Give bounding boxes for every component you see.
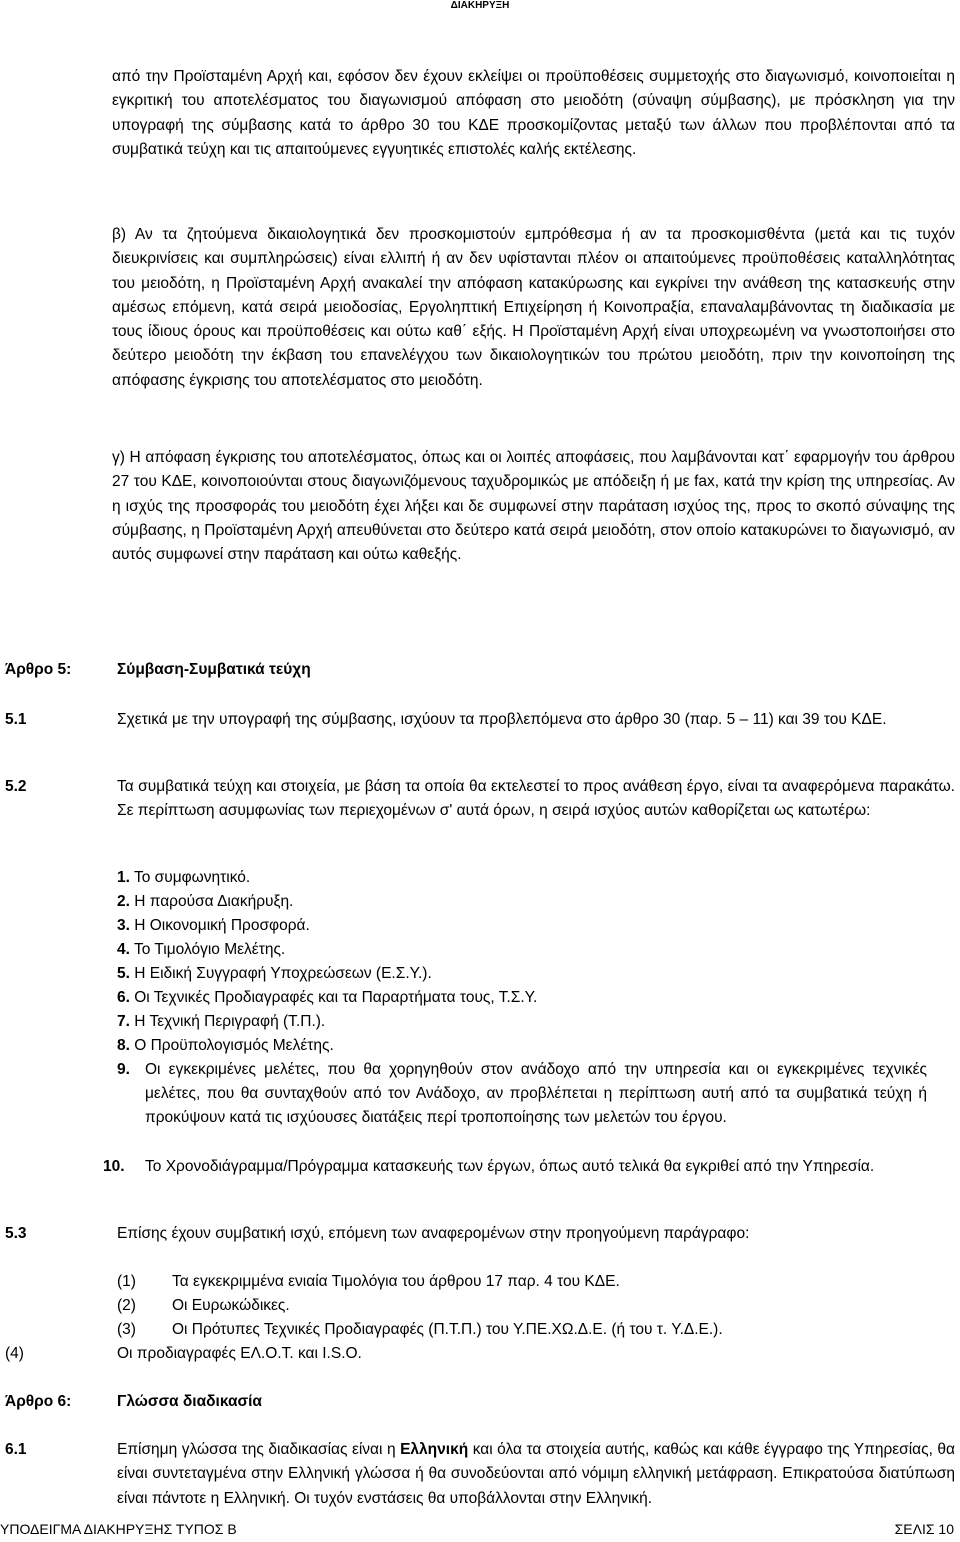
paragraph-c: γ) Η απόφαση έγκρισης του αποτελέσματος, όπως και οι λοιπές αποφάσεις, που λαμβάνονται κατ΄ εφαρμογήν του άρθρου 27 του ΚΔΕ, κοινοποιούνται στους διαγωνιζόμενους ταχυδρομικώς με απόδειξη ή με fax, κατά την κρίση της υπηρεσίας. Αν η ισχύς της προσφοράς του μειοδότη έχει λήξει και δε συμφωνεί στην παράταση ισχύος της, προς το σκοπό σύναψης της σύμβασης, η Προϊσταμένη Αρχή απευθύνεται στο δεύτερο κατά σειρά μειοδότη, στον οποίο κατακυρώνει το διαγωνισμό, αν αυτός συμφωνεί στην παράταση και ούτω καθεξής. [112,449,955,564]
section-5-1-text: Σχετικά με την υπογραφή της σύμβασης, ισχύουν τα προβλεπόμενα στο άρθρο 30 (παρ. 5 – 11) και 39 του ΚΔΕ. [117,711,887,728]
list-item: 6. Οι Τεχνικές Προδιαγραφές και τα Παραρτήματα τους, Τ.Σ.Υ. [117,989,538,1006]
sub-item-text: Οι Πρότυπες Τεχνικές Προδιαγραφές (Π.Τ.Π.) του Υ.ΠΕ.ΧΩ.Δ.Ε. (ή του τ. Υ.Δ.Ε.). [172,1321,723,1338]
section-5-3-text: Επίσης έχουν συμβατική ισχύ, επόμενη των αναφερομένων στην προηγούμενη παράγραφο: [117,1225,750,1242]
sub-item-text: Τα εγκεκριμμένα ενιαία Τιμολόγια του άρθρου 17 παρ. 4 του ΚΔΕ. [172,1273,620,1290]
sub-item-text: Οι προδιαγραφές ΕΛ.Ο.Τ. και I.S.O. [117,1345,362,1362]
section-5-3-number: 5.3 [5,1225,27,1242]
list-item: 3. Η Οικονομική Προσφορά. [117,917,310,934]
list-item: 5. Η Ειδική Συγγραφή Υποχρεώσεων (Ε.Σ.Υ.). [117,965,432,982]
list-item: 1. Το συμφωνητικό. [117,869,251,886]
page-header: ΔΙΑΚΗΡΥΞΗ [450,0,510,11]
sub-item-number: (4) [5,1345,24,1362]
list-item: 4. Το Τιμολόγιο Μελέτης. [117,941,286,958]
footer-document-type: ΥΠΟΔΕΙΓΜΑ ΔΙΑΚΗΡΥΞΗΣ ΤΥΠΟΣ Β [0,1521,237,1537]
list-item: 2. Η παρούσα Διακήρυξη. [117,893,294,910]
section-5-1-number: 5.1 [5,711,27,728]
sub-item-number: (2) [117,1297,136,1314]
footer-page-number: ΣΕΛΙΣ 10 [894,1521,954,1537]
intro-paragraph: από την Προϊσταμένη Αρχή και, εφόσον δεν έχουν εκλείψει οι προϋποθέσεις συμμετοχής στο διαγωνισμό, κοινοποιείται η εγκριτική του αποτελέσματος του διαγωνισμού απόφαση στο μειοδότη (σύναψη σύμβασης), με πρόσκληση για την υπογραφή της σύμβασης κατά το άρθρο 30 του ΚΔΕ προσκομίζοντας μεταξύ των άλλων που προβλέπονται από τα συμβατικά τεύχη και τις απαιτούμενες εγγυητικές επιστολές καλής εκτέλεσης. [112,68,955,158]
section-5-2-text: Τα συμβατικά τεύχη και στοιχεία, με βάση τα οποία θα εκτελεστεί το προς ανάθεση έργο, είναι τα αναφερόμενα παρακάτω. Σε περίπτωση ασυμφωνίας των περιεχομένων σ' αυτά όρων, η σειρά ισχύος αυτών καθορίζεται ως κατωτέρω: [117,778,955,820]
section-6-1-number: 6.1 [5,1441,27,1458]
list-item: 7. Η Τεχνική Περιγραφή (Τ.Π.). [117,1013,326,1030]
article-6-title: Γλώσσα διαδικασία [117,1393,262,1410]
section-6-1-text: Επίσημη γλώσσα της διαδικασίας είναι η Ελληνική και όλα τα στοιχεία αυτής, καθώς και κάθε έγγραφο της Υπηρεσίας, θα είναι συντεταγμένα στην Ελληνική γλώσσα ή θα συνοδεύονται από νόμιμη ελληνική μετάφραση. Επικρατούσα διατύπωση είναι πάντοτε η Ελληνική. Οι τυχόν ενστάσεις θα υποβάλλονται στην Ελληνική. [117,1441,956,1507]
list-item: 9. Οι εγκεκριμένες μελέτες, που θα χορηγηθούν στον ανάδοχο από την υπηρεσία και οι εγκεκριμένες τεχνικές μελέτες, που θα συνταχθούν από τον Ανάδοχο, αν προβλέπεται η περίπτωση αυτή από τα συμβατικά τεύχη ή προκύψουν κατά τις ισχύουσες διατάξεις περί τροποποίησης των μελετών του έργου. [117,1061,927,1127]
sub-item-number: (3) [117,1321,136,1338]
article-6-label: Άρθρο 6: [5,1393,72,1410]
article-5-title: Σύμβαση-Συμβατικά τεύχη [117,661,311,678]
list-item: 10. Το Χρονοδιάγραμμα/Πρόγραμμα κατασκευής των έργων, όπως αυτό τελικά θα εγκριθεί από την Υπηρεσία. [103,1158,875,1175]
section-5-2-number: 5.2 [5,778,27,795]
paragraph-b: β) Αν τα ζητούμενα δικαιολογητικά δεν προσκομιστούν εμπρόθεσμα ή αν τα προσκομισθέντα (μετά και τις τυχόν διευκρινίσεις και συμπληρώσεις) είναι ελλιπή ή αν δεν υφίστανται πλέον οι απαιτούμενες προϋποθέσεις καταλληλότητας του μειοδότη, η Προϊσταμένη Αρχή ανακαλεί την απόφαση κατακύρωσης και εγκρίνει την ανάθεση της κατασκευής στην αμέσως επόμενη, κατά σειρά μειοδοσίας, Εργοληπτική Επιχείρηση ή Κοινοπραξία, επαναλαμβάνοντας τη διαδικασία με τους ίδιους όρους και προϋποθέσεις και ούτω καθ΄ εξής. Η Προϊσταμένη Αρχή είναι υποχρεωμένη να γνωστοποιήσει στο δεύτερο μειοδότη την έκβαση του επανελέγχου των δικαιολογητικών του πρώτου μειοδότη, πριν την κοινοποίηση της απόφασης έγκρισης του αποτελέσματος στο μειοδότη. [112,226,955,389]
article-5-label: Άρθρο 5: [5,661,72,678]
sub-item-number: (1) [117,1273,136,1290]
list-item: 8. Ο Προϋπολογισμός Μελέτης. [117,1037,334,1054]
sub-item-text: Οι Ευρωκώδικες. [172,1297,290,1314]
